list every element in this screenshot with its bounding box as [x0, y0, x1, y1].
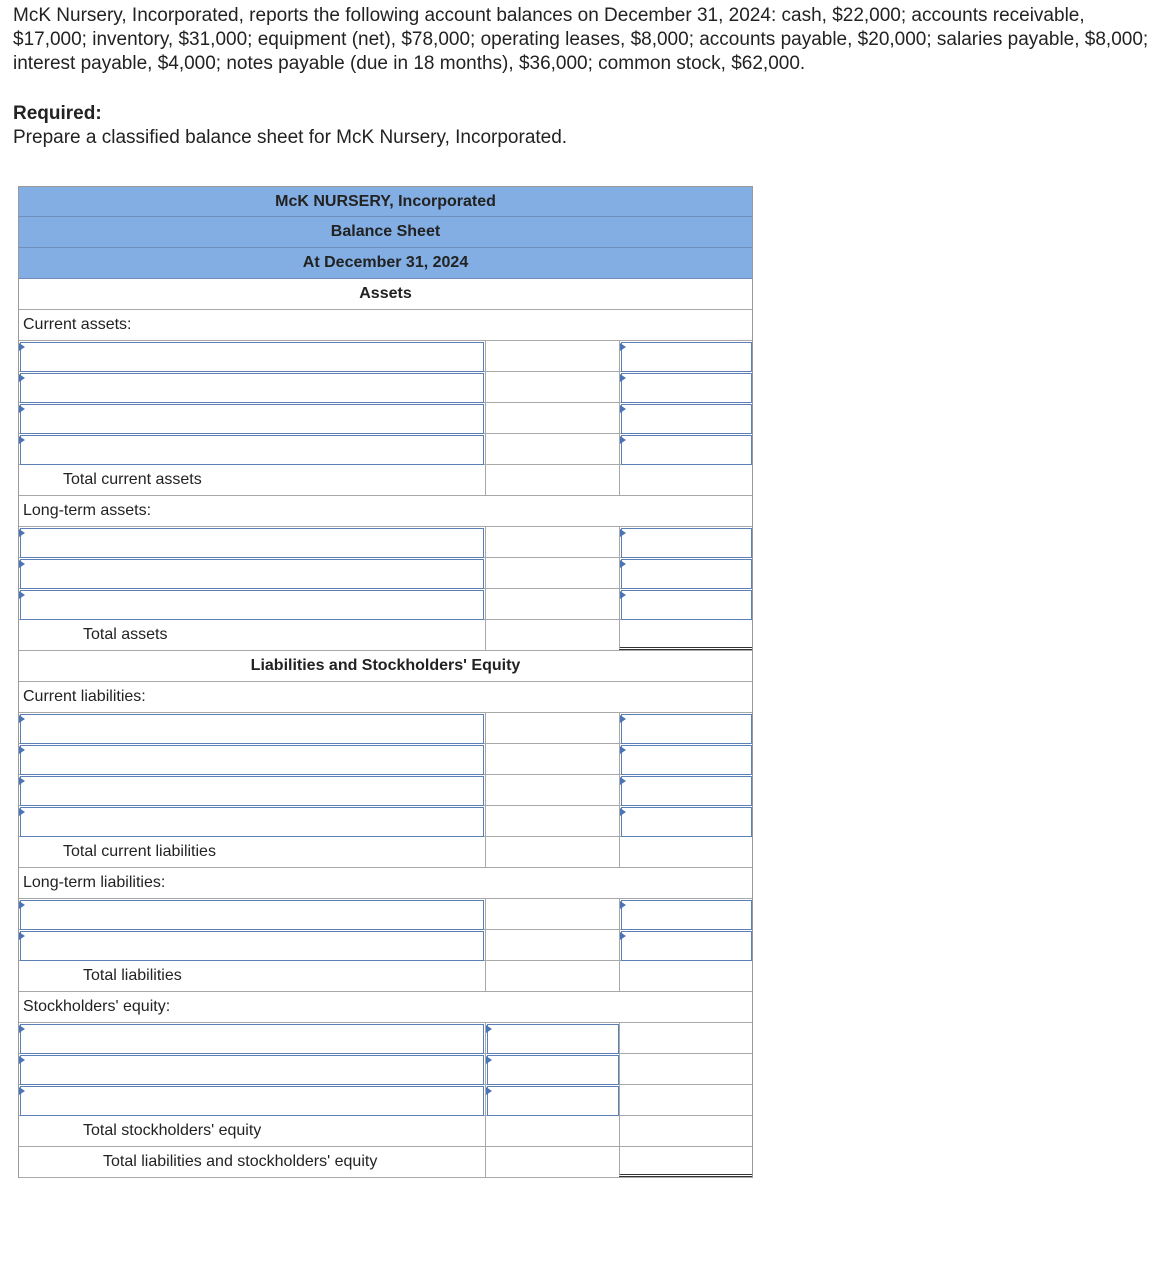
- current-asset-account-select[interactable]: [20, 373, 484, 403]
- company-name: McK NURSERY, Incorporated: [275, 193, 496, 210]
- long-term-liability-entry-row: [19, 899, 752, 930]
- total-current-liabilities-label: Total current liabilities: [63, 843, 216, 860]
- dropdown-marker-icon: [620, 715, 626, 723]
- total-stockholders-equity-label: Total stockholders' equity: [83, 1122, 262, 1139]
- current-asset-amount-input[interactable]: [621, 435, 752, 465]
- current-liability-amount-input[interactable]: [621, 714, 752, 744]
- current-asset-entry-row: [19, 434, 752, 465]
- current-asset-amount-input[interactable]: [621, 404, 752, 434]
- current-asset-account-select[interactable]: [20, 435, 484, 465]
- dropdown-marker-icon: [486, 1025, 492, 1033]
- dropdown-marker-icon: [620, 901, 626, 909]
- stockholders-equity-label-row: [19, 992, 752, 1023]
- current-liabilities-label: Current liabilities:: [23, 688, 146, 705]
- current-liability-account-select[interactable]: [20, 776, 484, 806]
- dropdown-marker-icon: [620, 932, 626, 940]
- equity-entry-row: [19, 1023, 752, 1054]
- current-liability-entry-row: [19, 713, 752, 744]
- equity-entry-row: [19, 1085, 752, 1116]
- current-liability-amount-input[interactable]: [621, 745, 752, 775]
- header-statement-row: [19, 217, 752, 248]
- long-term-assets-label-row: [19, 496, 752, 527]
- balance-sheet-table: [18, 186, 753, 1178]
- dropdown-marker-icon: [19, 1025, 25, 1033]
- dropdown-marker-icon: [620, 591, 626, 599]
- assets-heading: Assets: [359, 285, 412, 302]
- statement-title: Balance Sheet: [330, 223, 441, 240]
- dropdown-marker-icon: [620, 436, 626, 444]
- long-term-liability-amount-input[interactable]: [621, 900, 752, 930]
- dropdown-marker-icon: [620, 777, 626, 785]
- dropdown-marker-icon: [19, 374, 25, 382]
- total-liabilities-value: [619, 961, 752, 991]
- dropdown-marker-icon: [620, 405, 626, 413]
- current-liability-entry-row: [19, 775, 752, 806]
- total-stockholders-equity-row: [19, 1116, 752, 1147]
- total-assets-label: Total assets: [83, 626, 168, 643]
- dropdown-marker-icon: [19, 1087, 25, 1095]
- liab-equity-heading: Liabilities and Stockholders' Equity: [250, 657, 521, 674]
- total-assets-value: [619, 620, 752, 650]
- total-current-assets-row: [19, 465, 752, 496]
- dropdown-marker-icon: [19, 715, 25, 723]
- current-liability-account-select[interactable]: [20, 807, 484, 837]
- equity-account-select[interactable]: [20, 1086, 484, 1116]
- long-term-asset-account-select[interactable]: [20, 559, 484, 589]
- dropdown-marker-icon: [19, 405, 25, 413]
- dropdown-marker-icon: [19, 901, 25, 909]
- dropdown-marker-icon: [620, 746, 626, 754]
- header-company-row: [19, 186, 752, 217]
- dropdown-marker-icon: [486, 1056, 492, 1064]
- dropdown-marker-icon: [620, 560, 626, 568]
- assets-heading-row: [19, 279, 752, 310]
- long-term-asset-entry-row: [19, 589, 752, 620]
- total-current-liabilities-value: [619, 837, 752, 867]
- current-liability-entry-row: [19, 806, 752, 837]
- equity-amount-input[interactable]: [487, 1055, 619, 1085]
- long-term-asset-amount-input[interactable]: [621, 559, 752, 589]
- equity-amount-input[interactable]: [487, 1024, 619, 1054]
- current-liability-entry-row: [19, 744, 752, 775]
- current-liability-account-select[interactable]: [20, 714, 484, 744]
- dropdown-marker-icon: [19, 591, 25, 599]
- statement-date: At December 31, 2024: [302, 254, 469, 271]
- current-asset-amount-input[interactable]: [621, 373, 752, 403]
- total-liabilities-label: Total liabilities: [83, 967, 182, 984]
- current-asset-account-select[interactable]: [20, 404, 484, 434]
- current-assets-label-row: [19, 310, 752, 341]
- total-liabilities-row: [19, 961, 752, 992]
- equity-account-select[interactable]: [20, 1024, 484, 1054]
- equity-amount-input[interactable]: [487, 1086, 619, 1116]
- long-term-liability-account-select[interactable]: [20, 900, 484, 930]
- dropdown-marker-icon: [620, 808, 626, 816]
- total-current-assets-label: Total current assets: [63, 471, 202, 488]
- total-current-assets-value: [619, 465, 752, 495]
- total-liab-and-equity-value: [619, 1147, 752, 1177]
- dropdown-marker-icon: [620, 374, 626, 382]
- long-term-liability-account-select[interactable]: [20, 931, 484, 961]
- dropdown-marker-icon: [19, 1056, 25, 1064]
- required-instruction: Prepare a classified balance sheet for McK Nursery, Incorporated.: [13, 127, 568, 148]
- current-asset-entry-row: [19, 403, 752, 434]
- long-term-asset-amount-input[interactable]: [621, 590, 752, 620]
- long-term-asset-account-select[interactable]: [20, 590, 484, 620]
- stockholders-equity-label: Stockholders' equity:: [23, 998, 171, 1015]
- total-liab-and-equity-label: Total liabilities and stockholders' equity: [103, 1153, 378, 1170]
- total-liab-and-equity-row: [19, 1147, 752, 1178]
- dropdown-marker-icon: [19, 932, 25, 940]
- current-liability-amount-input[interactable]: [621, 807, 752, 837]
- current-asset-entry-row: [19, 341, 752, 372]
- header-date-row: [19, 248, 752, 279]
- current-asset-account-select[interactable]: [20, 342, 484, 372]
- total-stockholders-equity-value: [619, 1116, 752, 1146]
- current-asset-amount-input[interactable]: [621, 342, 752, 372]
- long-term-liability-amount-input[interactable]: [621, 931, 752, 961]
- dropdown-marker-icon: [486, 1087, 492, 1095]
- long-term-liabilities-label-row: [19, 868, 752, 899]
- current-liability-amount-input[interactable]: [621, 776, 752, 806]
- dropdown-marker-icon: [19, 436, 25, 444]
- dropdown-marker-icon: [19, 746, 25, 754]
- current-assets-label: Current assets:: [23, 316, 132, 333]
- dropdown-marker-icon: [19, 529, 25, 537]
- long-term-asset-amount-input[interactable]: [621, 528, 752, 558]
- long-term-liabilities-label: Long-term liabilities:: [23, 874, 166, 891]
- dropdown-marker-icon: [19, 808, 25, 816]
- dropdown-marker-icon: [19, 343, 25, 351]
- dropdown-marker-icon: [19, 560, 25, 568]
- current-liability-account-select[interactable]: [20, 745, 484, 775]
- total-assets-row: [19, 620, 752, 651]
- long-term-asset-entry-row: [19, 527, 752, 558]
- equity-entry-row: [19, 1054, 752, 1085]
- long-term-liability-entry-row: [19, 930, 752, 961]
- current-liabilities-label-row: [19, 682, 752, 713]
- total-current-liabilities-row: [19, 837, 752, 868]
- long-term-assets-label: Long-term assets:: [23, 502, 152, 519]
- long-term-asset-entry-row: [19, 558, 752, 589]
- long-term-asset-account-select[interactable]: [20, 528, 484, 558]
- required-heading: Required:: [13, 103, 102, 124]
- dropdown-marker-icon: [620, 529, 626, 537]
- liab-equity-heading-row: [19, 651, 752, 682]
- equity-account-select[interactable]: [20, 1055, 484, 1085]
- dropdown-marker-icon: [620, 343, 626, 351]
- problem-statement: McK Nursery, Incorporated, reports the following account balances on December 31, 2024: cash, $22,000; accounts receivable, $17,000; inventory, $31,000; equipment (net), $78,000; operating leases, $8,000; accounts payable, $20,000; salaries payable, $8,000; interest payable, $4,000; notes payable (due in 18 months), $36,000; common stock, $62,000.: [13, 5, 1149, 74]
- current-asset-entry-row: [19, 372, 752, 403]
- dropdown-marker-icon: [19, 777, 25, 785]
